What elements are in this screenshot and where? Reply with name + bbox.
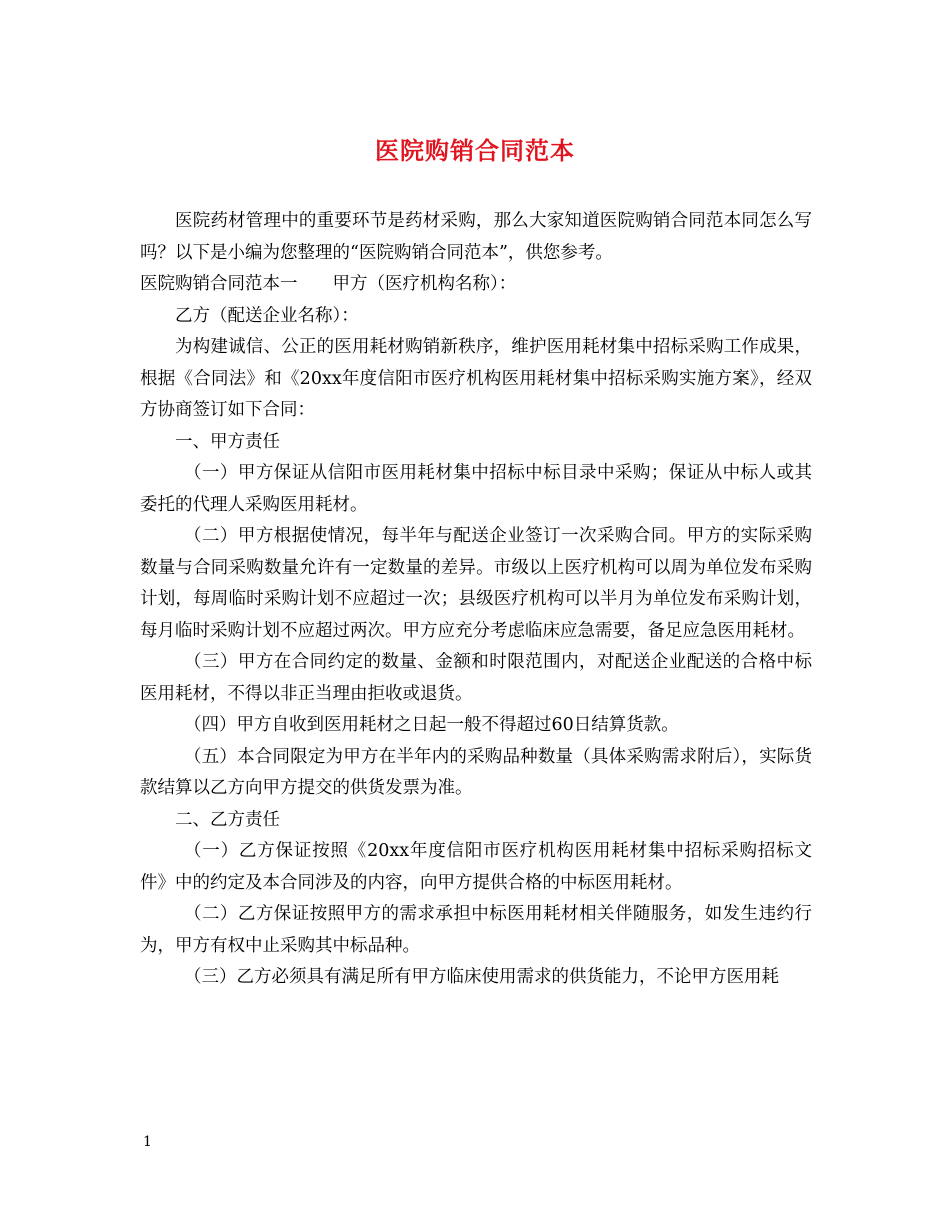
clause-a-3: （三）甲方在合同约定的数量、金额和时限范围内，对配送企业配送的合格中标医用耗材，不得以非正当理由拒收或退货。 bbox=[140, 652, 812, 704]
section-heading-party-b: 二、乙方责任 bbox=[175, 809, 280, 830]
document-title: 医院购销合同范本 bbox=[375, 136, 575, 165]
page-number: 1 bbox=[143, 1134, 152, 1150]
paragraph-contract-heading: 医院购销合同范本一 甲方（医疗机构名称）： bbox=[140, 274, 517, 294]
clause-a-2: （二）甲方根据使情况，每半年与配送企业签订一次采购合同。甲方的实际采购数量与合同采购数量允许有一定数量的差异。市级以上医疗机构可以周为单位发布采购计划，每周临时采购计划不应超过一次；县级医疗机构可以半月为单位发布采购计划，每月临时采购计划不应超过两次。甲方应充分考虑临床应急需要，备足应急医用耗材。 bbox=[140, 526, 812, 641]
clause-a-4: （四）甲方自收到医用耗材之日起一般不得超过60日结算货款。 bbox=[184, 715, 679, 735]
clause-b-3: （三）乙方必须具有满足所有甲方临床使用需求的供货能力，不论甲方医用耗 bbox=[184, 967, 779, 987]
clause-a-1: （一）甲方保证从信阳市医用耗材集中招标中标目录中采购；保证从中标人或其委托的代理人采购医用耗材。 bbox=[140, 463, 812, 515]
clause-a-5: （五）本合同限定为甲方在半年内的采购品种数量（具体采购需求附后），实际货款结算以乙方向甲方提交的供货发票为准。 bbox=[140, 746, 812, 798]
clause-b-2: （二）乙方保证按照甲方的需求承担中标医用耗材相关伴随服务，如发生违约行为，甲方有权中止采购其中标品种。 bbox=[140, 904, 812, 956]
paragraph-party-b: 乙方（配送企业名称）： bbox=[175, 305, 359, 326]
section-heading-party-a: 一、甲方责任 bbox=[175, 431, 280, 452]
paragraph-intro: 医院药材管理中的重要环节是药材采购，那么大家知道医院购销合同范本同怎么写吗？以下是小编为您整理的“医院购销合同范本”，供您参考。 bbox=[140, 211, 812, 263]
document-body bbox=[140, 206, 812, 994]
clause-b-1: （一）乙方保证按照《20xx年度信阳市医疗机构医用耗材集中招标采购招标文件》中的约定及本合同涉及的内容，向甲方提供合格的中标医用耗材。 bbox=[140, 841, 812, 893]
paragraph-preamble: 为构建诚信、公正的医用耗材购销新秩序，维护医用耗材集中招标采购工作成果，根据《合同法》和《20xx年度信阳市医疗机构医用耗材集中招标采购实施方案》，经双方协商签订如下合同： bbox=[140, 337, 812, 420]
